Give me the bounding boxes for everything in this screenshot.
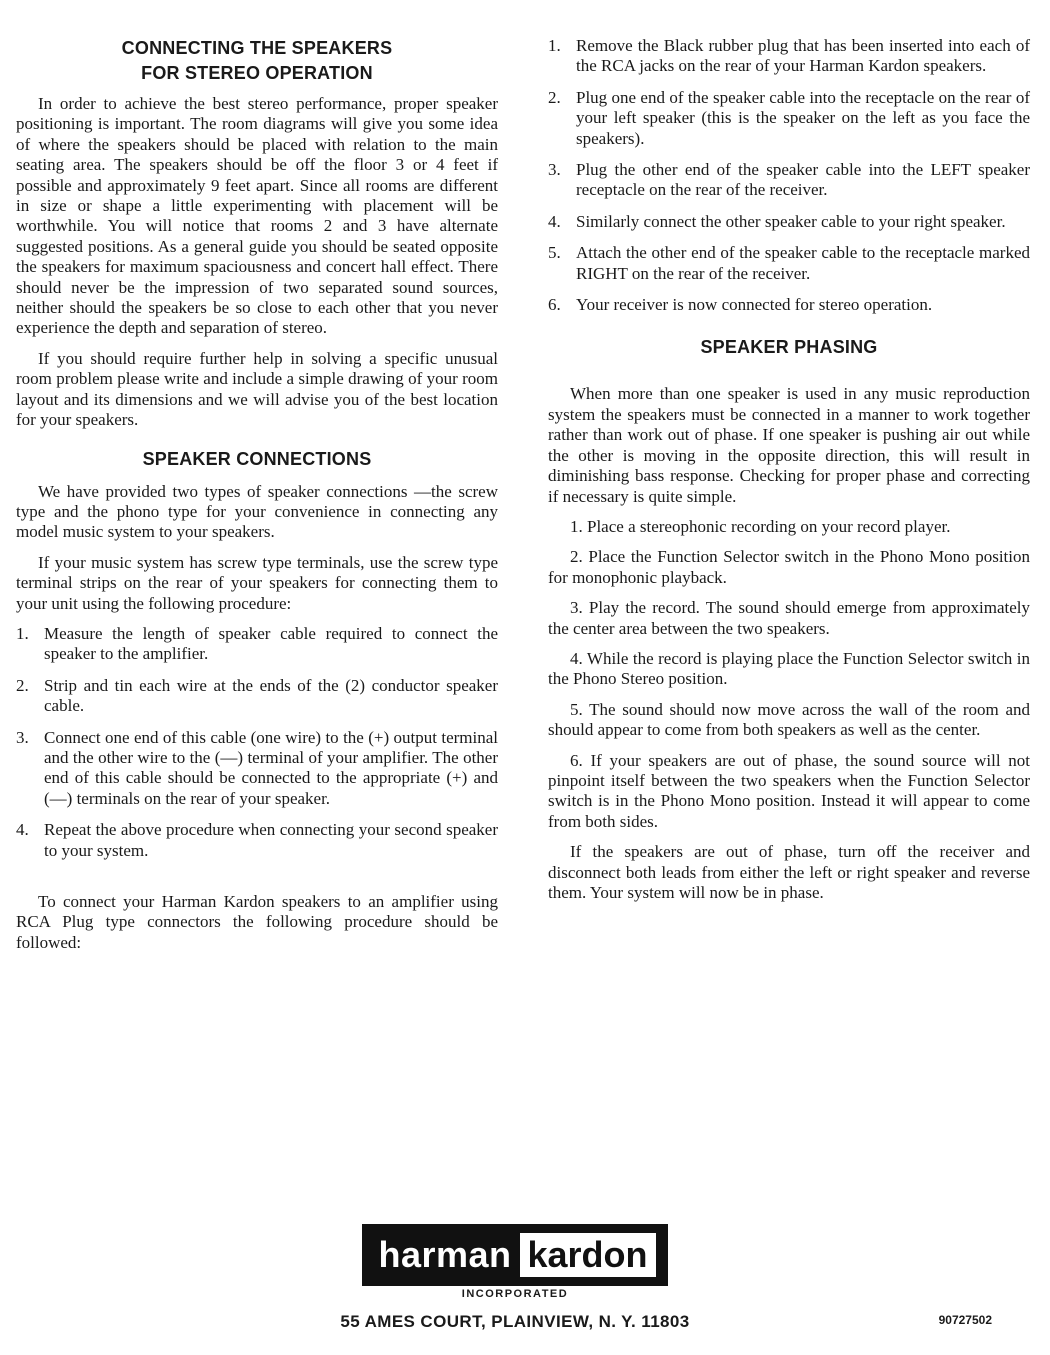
list-item: [548, 36, 1030, 77]
phasing-step-1: 1. Place a stereophonic recording on your record player.: [570, 516, 951, 536]
intro-paragraph-1: In order to achieve the best stereo performance, proper speaker positioning is important. The room diagrams will give you some idea of where the speakers should be placed with relation to the main seating area. The speakers should be off the floor 3 or 4 feet if possible and approximately 9 feet apart. Since all rooms are different in size or shape a little experimenting with placement will be worthwhile. You will notice that rooms 2 and 3 have alternate suggested positions. As a general guide you should be seated opposite the speakers for maximum spaciousness and concert hall effect. There should never be the impression of two separated sound sources, neither should the speakers be so close to each other that you never experience the depth and separation of stereo.: [16, 94, 498, 338]
incorporated-label: INCORPORATED: [461, 1288, 569, 1300]
step-number: 2.: [548, 87, 561, 107]
heading-line-2: FOR STEREO OPERATION: [141, 63, 373, 83]
step-text: Strip and tin each wire at the ends of the (2) conductor speaker cable.: [44, 675, 498, 716]
screw-terminal-steps: [16, 624, 498, 861]
list-item: [548, 243, 1030, 284]
list-item: [16, 624, 498, 665]
section-title-connecting: [16, 36, 498, 86]
list-item: [16, 676, 498, 717]
phasing-step-4: 4. While the record is playing place the Function Selector switch in the Phono Stereo position.: [548, 648, 1030, 689]
phasing-intro-paragraph: When more than one speaker is used in any music reproduction system the speakers must be connected in a manner to work together rather than work out of phase. If one speaker is pushing air out while the other is moving in the opposite direction, this will result in diminishing bass response. Checking for proper phase and correcting if necessary is quite simple.: [548, 384, 1030, 506]
step-number: 4.: [16, 820, 29, 840]
company-address: 55 AMES COURT, PLAINVIEW, N. Y. 11803: [340, 1312, 690, 1331]
phasing-fix-paragraph: If the speakers are out of phase, turn off the receiver and disconnect both leads from either the left or right speaker and reverse them. Your system will now be in phase.: [548, 842, 1030, 902]
left-column: [16, 36, 498, 963]
connections-paragraph-1: We have provided two types of speaker connections —the screw type and the phono type for your convenience in connecting any model music system to your speakers.: [16, 481, 498, 542]
step-text: Measure the length of speaker cable required to connect the speaker to the amplifier.: [44, 623, 498, 664]
step-number: 4.: [548, 211, 561, 231]
phasing-step-6: 6. If your speakers are out of phase, the sound source will not pinpoint itself between the two speakers when the Function Selector switch is in the Phono Mono position. Instead it will appear to come from both sides.: [548, 750, 1030, 831]
list-item: [548, 88, 1030, 149]
list-item: [16, 820, 498, 861]
step-number: 3.: [16, 727, 29, 747]
step-number: 5.: [548, 243, 561, 263]
section-title-speaker-phasing: SPEAKER PHASING: [700, 337, 878, 358]
list-item: [548, 295, 1030, 315]
section-title-speaker-connections: SPEAKER CONNECTIONS: [142, 448, 372, 469]
intro-paragraph-2: If you should require further help in solving a specific unusual room problem please write and include a simple drawing of your room layout and its dimensions and we will advise you of the best location for your speakers.: [16, 348, 498, 430]
step-text: Attach the other end of the speaker cable to the receptacle marked RIGHT on the rear of the receiver.: [576, 243, 1030, 283]
harman-kardon-logo: [362, 1224, 668, 1286]
step-text: Plug the other end of the speaker cable into the LEFT speaker receptacle on the rear of the receiver.: [576, 160, 1030, 200]
step-text: Remove the Black rubber plug that has been inserted into each of the RCA jacks on the rear of your Harman Kardon speakers.: [576, 36, 1030, 76]
step-text: Connect one end of this cable (one wire) to the (+) output terminal and the other wire to the (—) terminal of your amplifier. The other end of this cable should be connected to the appropriate (+) and (—) terminals on the rear of your speaker.: [44, 727, 498, 808]
logo-word-kardon: kardon: [520, 1233, 656, 1277]
step-text: Your receiver is now connected for stereo operation.: [576, 295, 933, 315]
phasing-step-2: 2. Place the Function Selector switch in the Phono Mono position for monophonic playback.: [548, 547, 1030, 587]
step-number: 3.: [548, 160, 561, 180]
phasing-step-3: 3. Play the record. The sound should emerge from approximately the center area between the two speakers.: [548, 598, 1030, 638]
rca-plug-steps: [548, 36, 1030, 315]
list-item: [548, 160, 1030, 201]
spacer: [16, 872, 498, 892]
heading-line-1: CONNECTING THE SPEAKERS: [121, 38, 393, 58]
list-item: [548, 212, 1030, 232]
logo-word-harman: harman: [378, 1234, 512, 1275]
phasing-step-5: 5. The sound should now move across the wall of the room and should appear to come from both speakers as well as the center.: [548, 699, 1030, 740]
step-text: Plug one end of the speaker cable into the receptacle on the rear of your left speaker (this is the speaker on the left as you face the speakers).: [576, 87, 1030, 148]
right-column: [548, 36, 1030, 913]
document-number: 90727502: [938, 1313, 992, 1327]
step-number: 1.: [548, 36, 561, 55]
list-item: [16, 728, 498, 810]
connections-paragraph-2: If your music system has screw type terminals, use the screw type terminal strips on the rear of your speakers for connecting them to your unit using the following procedure:: [16, 552, 498, 613]
step-number: 1.: [16, 623, 29, 643]
step-number: 2.: [16, 675, 29, 695]
step-text: Similarly connect the other speaker cable to your right speaker.: [576, 211, 1006, 231]
step-text: Repeat the above procedure when connecting your second speaker to your system.: [44, 820, 498, 860]
step-number: 6.: [548, 295, 561, 315]
rca-intro-paragraph: To connect your Harman Kardon speakers to an amplifier using RCA Plug type connectors the following procedure should be followed:: [16, 892, 498, 952]
